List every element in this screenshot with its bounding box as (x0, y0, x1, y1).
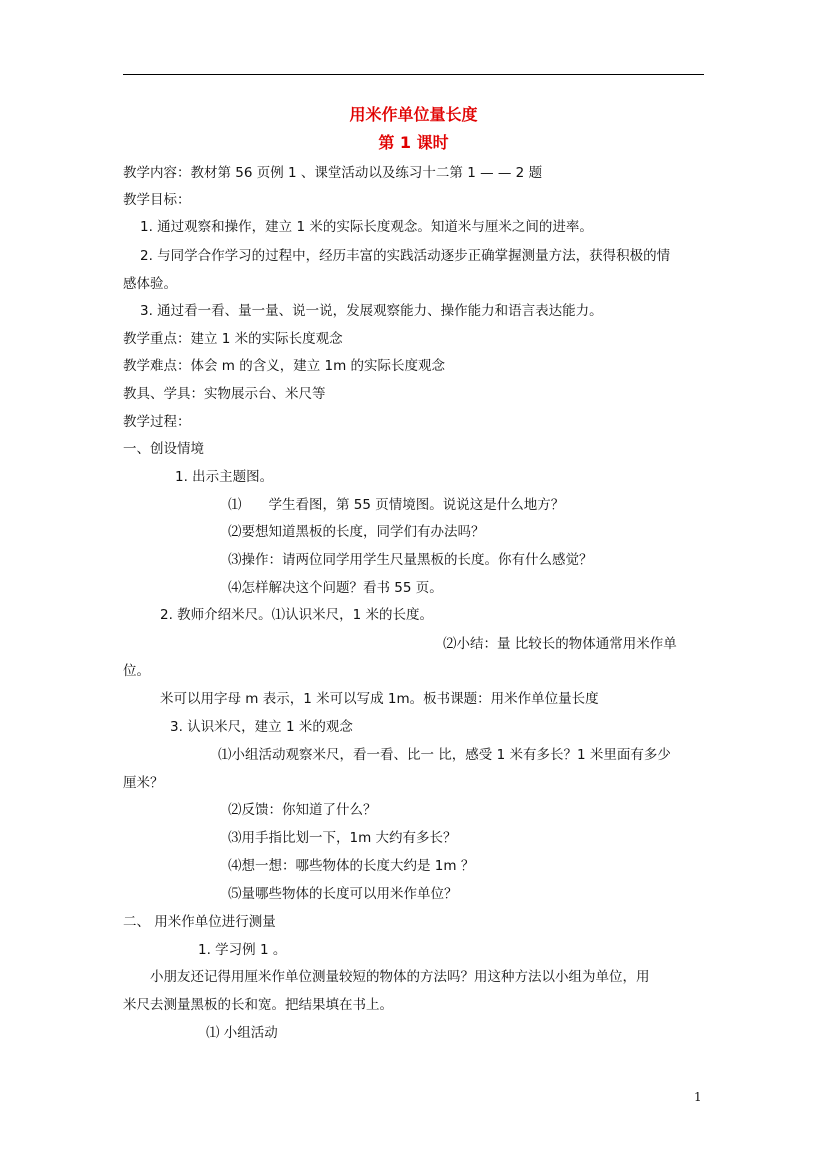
step-1-3a-line2: 厘米？ (123, 775, 164, 791)
header-rule (123, 74, 704, 75)
step-1-2-summary-cont: 位。 (123, 663, 150, 679)
step-1-3a-line1: ⑴小组活动观察米尺，看一看、比一 比，感受 1 米有多长？1 米里面有多少 (218, 747, 671, 763)
section-2-heading: 二、 用米作单位进行测量 (123, 914, 276, 930)
step-1-1: 1. 出示主题图。 (175, 469, 274, 485)
step-1-1d: ⑷怎样解决这个问题？看书 55 页。 (228, 580, 443, 596)
goal-2-line2: 感体验。 (123, 276, 177, 292)
step-1-1c: ⑶操作：请两位同学用学生尺量黑板的长度。你有什么感觉？ (228, 552, 593, 568)
goal-1: 1. 通过观察和操作，建立 1 米的实际长度观念。知道米与厘米之间的进率。 (140, 219, 593, 235)
section-1-heading: 一、创设情境 (123, 441, 204, 457)
step-2-a: ⑴ 小组活动 (206, 1025, 278, 1041)
meter-symbol-note: 米可以用字母 m 表示，1 米可以写成 1m。板书课题：用米作单位量长度 (160, 691, 599, 707)
step-1-2: 2. 教师介绍米尺。⑴认识米尺，1 米的长度。 (160, 607, 434, 623)
step-1-1a: ⑴ 学生看图，第 55 页情境图。说说这是什么地方？ (228, 497, 565, 513)
process-heading: 教学过程： (123, 414, 191, 430)
key-point: 教学重点：建立 1 米的实际长度观念 (123, 331, 343, 347)
document-subtitle: 第 1 课时 (378, 133, 449, 152)
step-1-3e: ⑸量哪些物体的长度可以用米作单位？ (228, 886, 458, 902)
goal-2-line1: 2. 与同学合作学习的过程中，经历丰富的实践活动逐步正确掌握测量方法，获得积极的情 (140, 248, 671, 264)
step-2-1: 1. 学习例 1 。 (198, 942, 287, 958)
step-1-2-summary: ⑵小结：量 比较长的物体通常用米作单 (443, 636, 677, 652)
teaching-content: 教学内容：教材第 56 页例 1 、课堂活动以及练习十二第 1 — — 2 题 (123, 165, 543, 181)
step-2-para-line2: 米尺去测量黑板的长和宽。把结果填在书上。 (123, 997, 393, 1013)
difficulty: 教学难点：体会 m 的含义，建立 1m 的实际长度观念 (123, 358, 446, 374)
step-1-3: 3. 认识米尺，建立 1 米的观念 (170, 719, 353, 735)
step-1-3d: ⑷想一想：哪些物体的长度大约是 1m ？ (228, 858, 475, 874)
goals-heading: 教学目标： (123, 192, 191, 208)
step-2-para-line1: 小朋友还记得用厘米作单位测量较短的物体的方法吗？用这种方法以小组为单位，用 (150, 969, 650, 985)
document-title: 用米作单位量长度 (349, 105, 478, 124)
tools: 教具、学具：实物展示台、米尺等 (123, 386, 326, 402)
step-1-3c: ⑶用手指比划一下，1m 大约有多长？ (228, 830, 457, 846)
page-number: 1 (694, 1090, 702, 1104)
step-1-3b: ⑵反馈：你知道了什么？ (228, 802, 377, 818)
step-1-1b: ⑵要想知道黑板的长度，同学们有办法吗？ (228, 524, 485, 540)
goal-3: 3. 通过看一看、量一量、说一说，发展观察能力、操作能力和语言表达能力。 (140, 303, 603, 319)
